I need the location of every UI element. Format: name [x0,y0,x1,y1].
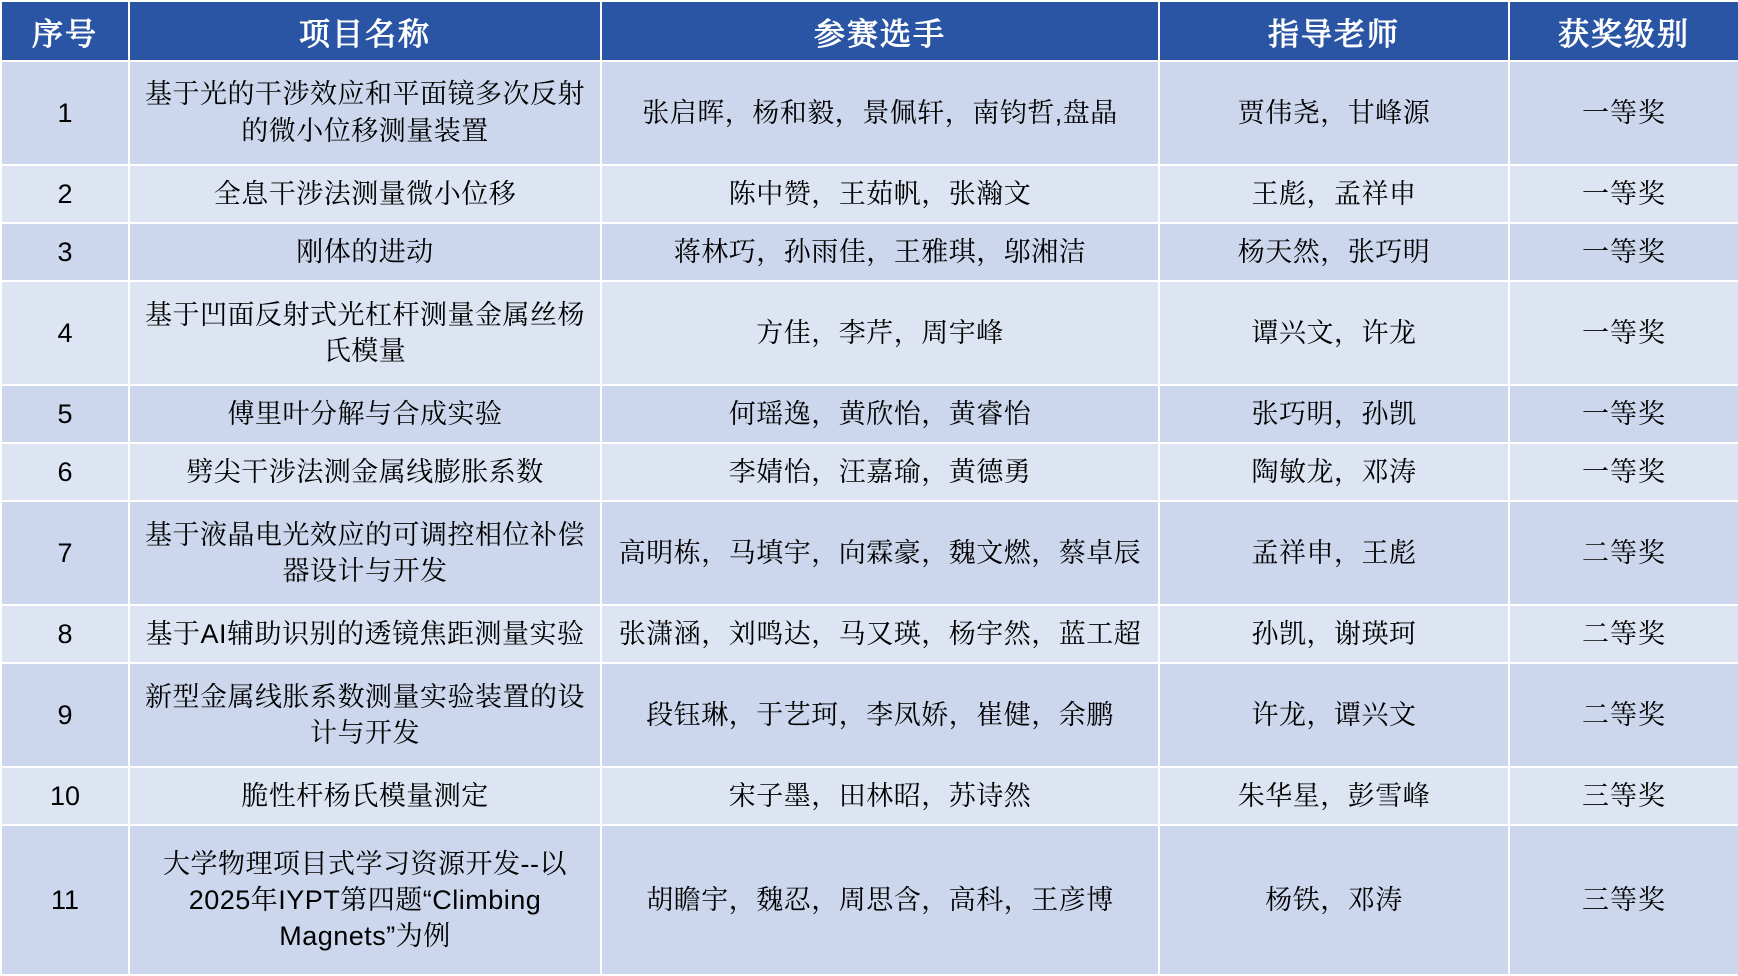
row-index: 11 [1,825,129,975]
row-title: 傅里叶分解与合成实验 [129,385,601,443]
row-team: 张启晖，杨和毅，景佩轩，南钧哲,盘晶 [601,61,1159,165]
row-mentor: 孟祥申，王彪 [1159,501,1509,605]
row-index: 9 [1,663,129,767]
row-level: 二等奖 [1509,501,1738,605]
row-team: 陈中赞，王茹帆，张瀚文 [601,165,1159,223]
column-header-team: 参赛选手 [601,1,1159,61]
row-mentor: 朱华星，彭雪峰 [1159,767,1509,825]
row-index: 2 [1,165,129,223]
row-title: 基于液晶电光效应的可调控相位补偿器设计与开发 [129,501,601,605]
row-level: 一等奖 [1509,61,1738,165]
row-team: 段钰琳，于艺珂，李凤娇，崔健，余鹏 [601,663,1159,767]
row-index: 6 [1,443,129,501]
table-row [1,825,1738,975]
table-row [1,385,1738,443]
row-mentor: 贾伟尧，甘峰源 [1159,61,1509,165]
table-row [1,443,1738,501]
row-team: 张潇涵，刘鸣达，马又瑛，杨宇然，蓝工超 [601,605,1159,663]
table-row [1,605,1738,663]
row-level: 三等奖 [1509,825,1738,975]
column-header-index: 序号 [1,1,129,61]
row-level: 三等奖 [1509,767,1738,825]
row-level: 一等奖 [1509,223,1738,281]
row-team: 宋子墨，田林昭，苏诗然 [601,767,1159,825]
table-row [1,663,1738,767]
row-title: 基于光的干涉效应和平面镜多次反射的微小位移测量装置 [129,61,601,165]
table-row [1,165,1738,223]
table-row [1,223,1738,281]
row-team: 方佳，李芹，周宇峰 [601,281,1159,385]
row-level: 一等奖 [1509,385,1738,443]
row-level: 二等奖 [1509,663,1738,767]
row-title: 基于AI辅助识别的透镜焦距测量实验 [129,605,601,663]
row-index: 7 [1,501,129,605]
column-header-mentor: 指导老师 [1159,1,1509,61]
column-header-title: 项目名称 [129,1,601,61]
table-header [1,1,1738,61]
table-row [1,61,1738,165]
row-team: 蒋林巧，孙雨佳，王雅琪，邬湘洁 [601,223,1159,281]
row-mentor: 杨铁，邓涛 [1159,825,1509,975]
row-team: 李婧怡，汪嘉瑜，黄德勇 [601,443,1159,501]
table-header-row [1,1,1738,61]
row-index: 4 [1,281,129,385]
row-mentor: 孙凯，谢瑛珂 [1159,605,1509,663]
row-mentor: 张巧明，孙凯 [1159,385,1509,443]
table-row [1,281,1738,385]
row-mentor: 谭兴文，许龙 [1159,281,1509,385]
row-mentor: 许龙，谭兴文 [1159,663,1509,767]
row-index: 3 [1,223,129,281]
row-team: 何瑶逸，黄欣怡，黄睿怡 [601,385,1159,443]
row-index: 8 [1,605,129,663]
row-title: 基于凹面反射式光杠杆测量金属丝杨氏模量 [129,281,601,385]
row-team: 胡瞻宇，魏忍，周思含，高科，王彦博 [601,825,1159,975]
row-mentor: 陶敏龙，邓涛 [1159,443,1509,501]
row-index: 5 [1,385,129,443]
row-team: 高明栋，马填宇，向霖豪，魏文燃，蔡卓辰 [601,501,1159,605]
table-row [1,767,1738,825]
row-index: 1 [1,61,129,165]
row-level: 一等奖 [1509,443,1738,501]
row-title: 劈尖干涉法测金属线膨胀系数 [129,443,601,501]
row-title: 刚体的进动 [129,223,601,281]
table-row [1,501,1738,605]
column-header-level: 获奖级别 [1509,1,1738,61]
row-level: 一等奖 [1509,165,1738,223]
row-title: 脆性杆杨氏模量测定 [129,767,601,825]
row-mentor: 杨天然，张巧明 [1159,223,1509,281]
table-body [1,61,1738,975]
row-title: 大学物理项目式学习资源开发--以2025年IYPT第四题“Climbing Magnets”为例 [129,825,601,975]
row-mentor: 王彪，孟祥申 [1159,165,1509,223]
row-index: 10 [1,767,129,825]
row-title: 新型金属线胀系数测量实验装置的设计与开发 [129,663,601,767]
row-level: 二等奖 [1509,605,1738,663]
row-title: 全息干涉法测量微小位移 [129,165,601,223]
row-level: 一等奖 [1509,281,1738,385]
